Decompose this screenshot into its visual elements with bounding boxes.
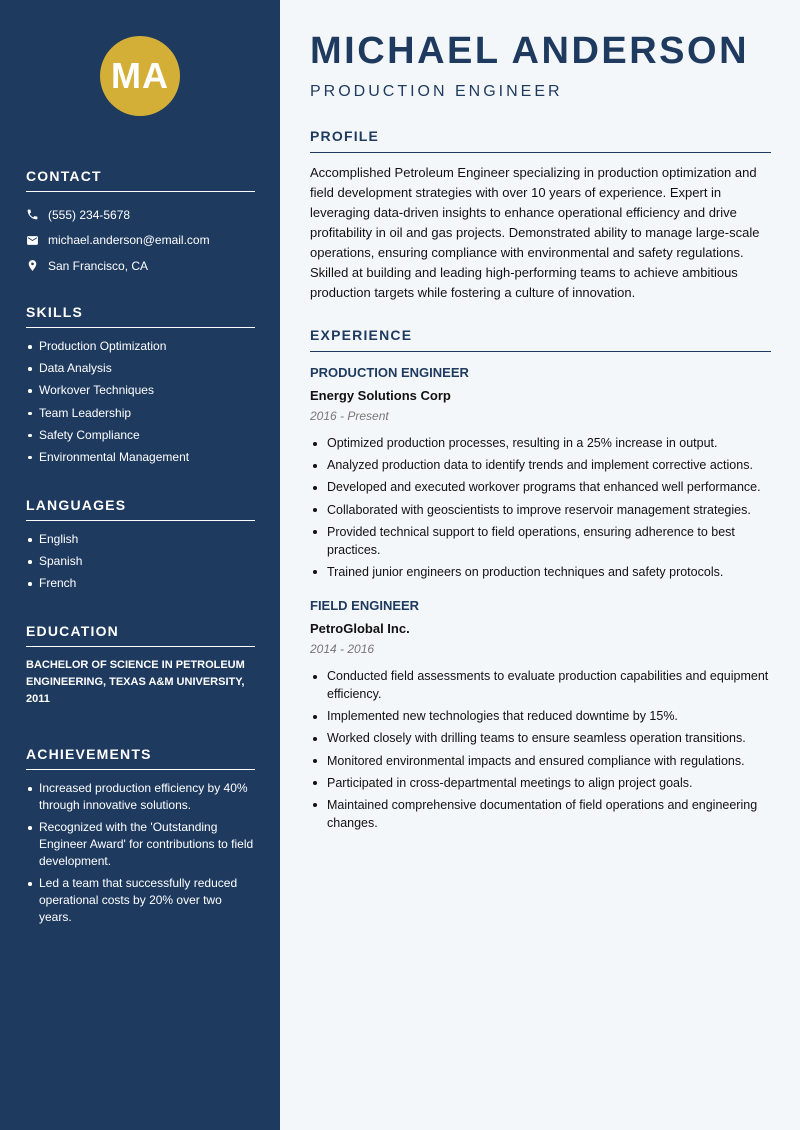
email-text: michael.anderson@email.com bbox=[48, 233, 210, 248]
job-title-header: PRODUCTION ENGINEER bbox=[310, 83, 563, 100]
job-company: PetroGlobal Inc. bbox=[310, 621, 410, 636]
education-section bbox=[26, 623, 255, 708]
list-item: Team Leadership bbox=[26, 405, 255, 422]
list-item: Monitored environmental impacts and ensured compliance with regulations. bbox=[310, 752, 771, 770]
list-item: Implemented new technologies that reduced downtime by 15%. bbox=[310, 707, 771, 725]
contact-section bbox=[26, 168, 255, 279]
languages-section bbox=[26, 497, 255, 598]
job-bullets bbox=[310, 667, 771, 832]
list-item: Workover Techniques bbox=[26, 382, 255, 399]
list-item: Environmental Management bbox=[26, 449, 255, 466]
job-entry bbox=[310, 598, 771, 836]
languages-heading: LANGUAGES bbox=[26, 497, 255, 521]
list-item: Trained junior engineers on production techniques and safety protocols. bbox=[310, 563, 771, 581]
skills-list bbox=[26, 338, 255, 466]
job-entry bbox=[310, 365, 771, 585]
job-dates: 2014 - 2016 bbox=[310, 642, 375, 656]
skills-heading: SKILLS bbox=[26, 304, 255, 328]
list-item: Provided technical support to field operations, ensuring adherence to best practices. bbox=[310, 523, 771, 559]
achievements-section bbox=[26, 746, 255, 932]
list-item: Participated in cross-departmental meetings to align project goals. bbox=[310, 774, 771, 792]
languages-list bbox=[26, 531, 255, 592]
skills-section bbox=[26, 304, 255, 471]
achievements-list bbox=[26, 780, 255, 926]
avatar: MA bbox=[100, 36, 180, 116]
location-text: San Francisco, CA bbox=[48, 258, 149, 273]
experience-heading: EXPERIENCE bbox=[310, 327, 771, 352]
contact-heading: CONTACT bbox=[26, 168, 255, 192]
page-title: MICHAEL ANDERSON bbox=[310, 30, 750, 72]
sidebar bbox=[0, 0, 280, 1130]
list-item: Safety Compliance bbox=[26, 427, 255, 444]
job-title: PRODUCTION ENGINEER bbox=[310, 365, 469, 380]
job-title: FIELD ENGINEER bbox=[310, 598, 420, 613]
contact-email bbox=[26, 228, 255, 254]
list-item: Data Analysis bbox=[26, 360, 255, 377]
list-item: Maintained comprehensive documentation of field operations and engineering changes. bbox=[310, 796, 771, 832]
list-item: Recognized with the 'Outstanding Engineer Award' for contributions to field development. bbox=[26, 819, 255, 870]
phone-text: (555) 234-5678 bbox=[48, 207, 131, 222]
education-heading: EDUCATION bbox=[26, 623, 255, 647]
list-item: Collaborated with geoscientists to improve reservoir management strategies. bbox=[310, 501, 771, 519]
profile-heading: PROFILE bbox=[310, 128, 771, 153]
list-item: English bbox=[26, 531, 255, 548]
list-item: Spanish bbox=[26, 553, 255, 570]
job-dates: 2016 - Present bbox=[310, 409, 389, 423]
achievements-heading: ACHIEVEMENTS bbox=[26, 746, 255, 770]
list-item: Increased production efficiency by 40% through innovative solutions. bbox=[26, 780, 255, 814]
list-item: French bbox=[26, 575, 255, 592]
list-item: Conducted field assessments to evaluate production capabilities and equipment efficiency. bbox=[310, 667, 771, 703]
list-item: Worked closely with drilling teams to ensure seamless operation transitions. bbox=[310, 729, 771, 747]
list-item: Developed and executed workover programs that enhanced well performance. bbox=[310, 478, 771, 496]
education-text: BACHELOR OF SCIENCE IN PETROLEUM ENGINEERING, TEXAS A&M UNIVERSITY, 2011 bbox=[26, 659, 245, 705]
location-pin-icon bbox=[26, 259, 39, 272]
list-item: Production Optimization bbox=[26, 338, 255, 355]
contact-phone bbox=[26, 202, 255, 228]
job-bullets bbox=[310, 434, 771, 581]
list-item: Led a team that successfully reduced operational costs by 20% over two years. bbox=[26, 875, 255, 926]
phone-icon bbox=[26, 208, 39, 221]
contact-location bbox=[26, 253, 255, 279]
list-item: Optimized production processes, resulting in a 25% increase in output. bbox=[310, 434, 771, 452]
job-company: Energy Solutions Corp bbox=[310, 388, 451, 403]
mail-icon bbox=[26, 234, 39, 247]
profile-text: Accomplished Petroleum Engineer specializing in production optimization and field development strategies with over 10 years of experience. Expert in leveraging data-driven insights to enhance operational efficiency and drive profitability in oil and gas projects. Demonstrated ability to manage large-scale operations, ensuring compliance with environmental and safety regulations. Skilled at building and leading high-performing teams to achieve ambitious production targets while fostering a culture of innovation. bbox=[310, 165, 760, 300]
list-item: Analyzed production data to identify trends and implement corrective actions. bbox=[310, 456, 771, 474]
